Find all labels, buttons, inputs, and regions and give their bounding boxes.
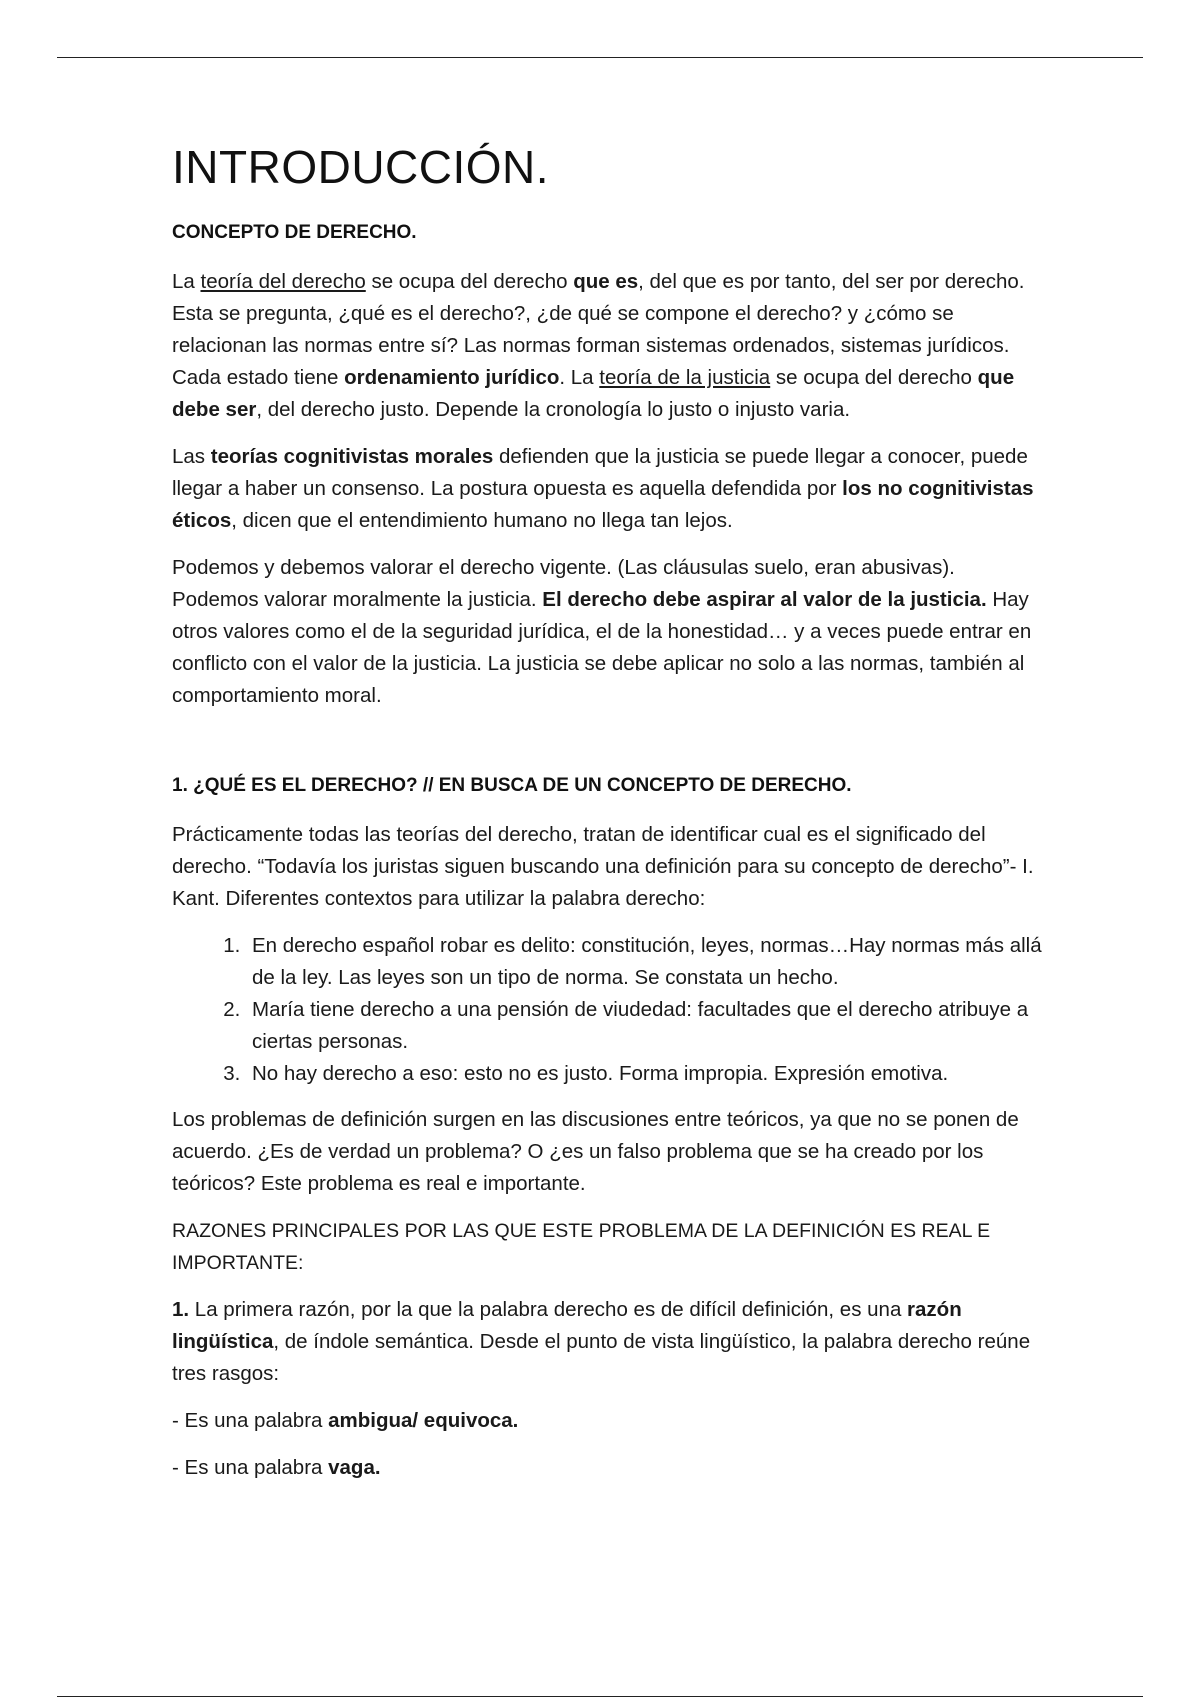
header-rule: [57, 57, 1143, 58]
list-item: 3. No hay derecho a eso: esto no es justo. Forma impropia. Expresión emotiva.: [246, 1058, 1042, 1090]
paragraph-ambigua: - Es una palabra ambigua/ equivoca.: [172, 1409, 519, 1432]
section-heading-que-es: 1. ¿QUÉ ES EL DERECHO? // EN BUSCA DE UN CONCEPTO DE DERECHO.: [172, 775, 852, 796]
paragraph-vaga: - Es una palabra vaga.: [172, 1456, 381, 1479]
paragraph-teoria: La teoría del derecho se ocupa del derecho que es, del que es por tanto, del ser por derecho. Esta se pregunta, ¿qué es el derecho?, ¿de qué se compone el derecho? y ¿cómo se relacionan las normas entre sí? Las normas forman sistemas ordenados, sistemas jurídicos. Cada estado tiene ordenamiento jurídico. La teoría de la justicia se ocupa del derecho que debe ser, del derecho justo. Depende la cronología lo justo o injusto varia.: [172, 270, 1025, 421]
paragraph-razones: RAZONES PRINCIPALES POR LAS QUE ESTE PROBLEMA DE LA DEFINICIÓN ES REAL E IMPORTANTE:: [172, 1220, 991, 1274]
underlined-term: teoría de la justicia: [599, 366, 771, 389]
document-title: INTRODUCCIÓN.: [172, 141, 550, 193]
contexts-list: [172, 930, 1042, 1090]
footer-rule: [57, 1696, 1143, 1697]
paragraph-primera-razon: 1. La primera razón, por la que la palabra derecho es de difícil definición, es una razón lingüística, de índole semántica. Desde el punto de vista lingüístico, la palabra derecho reúne tres rasgos:: [172, 1298, 1031, 1385]
section-heading-concepto: CONCEPTO DE DERECHO.: [172, 222, 417, 243]
paragraph-teorias: Prácticamente todas las teorías del derecho, tratan de identificar cual es el significado del derecho. “Todavía los juristas siguen buscando una definición para su concepto de derecho”- I. Kant. Diferentes contextos para utilizar la palabra derecho:: [172, 823, 1034, 910]
paragraph-problemas: Los problemas de definición surgen en las discusiones entre teóricos, ya que no se ponen de acuerdo. ¿Es de verdad un problema? O ¿es un falso problema que se ha creado por los teóricos? Este problema es real e importante.: [172, 1108, 1019, 1195]
paragraph-cognitivistas: Las teorías cognitivistas morales defienden que la justicia se puede llegar a conocer, puede llegar a haber un consenso. La postura opuesta es aquella defendida por los no cognitivistas éticos, dicen que el entendimiento humano no llega tan lejos.: [172, 445, 1034, 532]
underlined-term: teoría del derecho: [200, 270, 366, 293]
document-page: [172, 140, 1042, 1499]
list-item: 2. María tiene derecho a una pensión de viudedad: facultades que el derecho atribuye a ciertas personas.: [246, 994, 1042, 1058]
paragraph-valorar: Podemos y debemos valorar el derecho vigente. (Las cláusulas suelo, eran abusivas). Podemos valorar moralmente la justicia. El derecho debe aspirar al valor de la justicia. Hay otros valores como el de la seguridad jurídica, el de la honestidad… y a veces puede entrar en conflicto con el valor de la justicia. La justicia se debe aplicar no solo a las normas, también al comportamiento moral.: [172, 556, 1032, 707]
list-item: 1. En derecho español robar es delito: constitución, leyes, normas…Hay normas más allá de la ley. Las leyes son un tipo de norma. Se constata un hecho.: [246, 930, 1042, 994]
